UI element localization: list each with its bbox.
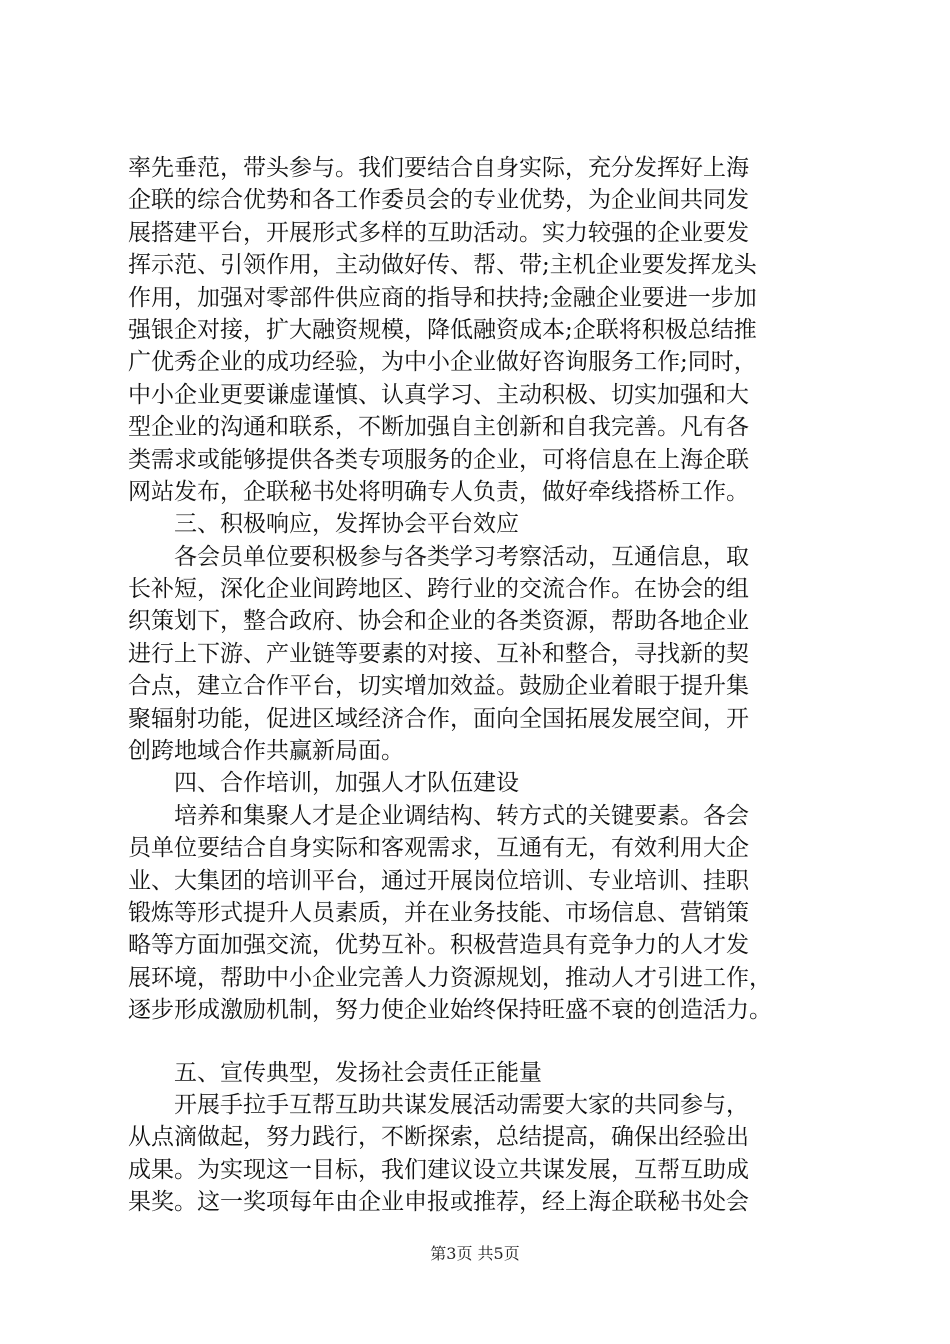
- section-heading: 三、积极响应，发挥协会平台效应: [128, 511, 519, 538]
- text-line: 创跨地域合作共赢新局面。: [128, 738, 404, 765]
- text-line: 业、大集团的培训平台，通过开展岗位培训、专业培训、挂职: [128, 867, 749, 894]
- text-line: 逐步形成激励机制，努力使企业始终保持旺盛不衰的创造活力。: [128, 997, 772, 1024]
- text-line: 锻炼等形式提升人员素质，并在业务技能、市场信息、营销策: [128, 899, 749, 926]
- section-heading: 五、宣传典型，发扬社会责任正能量: [128, 1059, 542, 1086]
- text-line: 网站发布，企联秘书处将明确专人负责，做好牵线搭桥工作。: [128, 478, 749, 505]
- text-line: 作用，加强对零部件供应商的指导和扶持;金融企业要进一步加: [128, 284, 757, 311]
- text-line: 成果。为实现这一目标，我们建议设立共谋发展，互帮互助成: [128, 1156, 749, 1183]
- text-line: 类需求或能够提供各类专项服务的企业，可将信息在上海企联: [128, 446, 749, 473]
- text-line: 进行上下游、产业链等要素的对接、互补和整合，寻找新的契: [128, 640, 749, 667]
- text-line: 织策划下，整合政府、协会和企业的各类资源，帮助各地企业: [128, 608, 749, 635]
- text-line: 略等方面加强交流，优势互补。积极营造具有竞争力的人才发: [128, 932, 749, 959]
- text-line: 展搭建平台，开展形式多样的互助活动。实力较强的企业要发: [128, 219, 749, 246]
- text-line: 长补短，深化企业间跨地区、跨行业的交流合作。在协会的组: [128, 576, 749, 603]
- text-line: 展环境，帮助中小企业完善人力资源规划，推动人才引进工作，: [128, 964, 772, 991]
- text-line: 开展手拉手互帮互助共谋发展活动需要大家的共同参与，: [128, 1091, 749, 1118]
- text-line: 企联的综合优势和各工作委员会的专业优势，为企业间共同发: [128, 187, 749, 214]
- page-number: 第3页 共5页: [430, 1244, 520, 1263]
- document-body: [128, 152, 828, 1219]
- text-line: 挥示范、引领作用，主动做好传、帮、带;主机企业要发挥龙头: [128, 252, 757, 279]
- paragraph-gap: [128, 1027, 828, 1057]
- text-line: 培养和集聚人才是企业调结构、转方式的关键要素。各会: [128, 802, 749, 829]
- text-line: 从点滴做起，努力践行，不断探索，总结提高，确保出经验出: [128, 1124, 749, 1151]
- text-line: 聚辐射功能，促进区域经济合作，面向全国拓展发展空间，开: [128, 705, 749, 732]
- text-line: 率先垂范，带头参与。我们要结合自身实际，充分发挥好上海: [128, 155, 749, 181]
- text-line: 广优秀企业的成功经验，为中小企业做好咨询服务工作;同时，: [128, 349, 757, 376]
- text-line: 员单位要结合自身实际和客观需求，互通有无，有效利用大企: [128, 835, 749, 862]
- section-heading: 四、合作培训，加强人才队伍建设: [128, 770, 519, 797]
- text-line: 果奖。这一奖项每年由企业申报或推荐，经上海企联秘书处会: [128, 1189, 749, 1216]
- text-line: 强银企对接，扩大融资规模，降低融资成本;企联将积极总结推: [128, 316, 757, 343]
- text-line: 合点，建立合作平台，切实增加效益。鼓励企业着眼于提升集: [128, 673, 749, 700]
- text-line: 中小企业更要谦虚谨慎、认真学习、主动积极、切实加强和大: [128, 381, 749, 408]
- text-line: 型企业的沟通和联系，不断加强自主创新和自我完善。凡有各: [128, 414, 749, 441]
- text-line: 各会员单位要积极参与各类学习考察活动，互通信息，取: [128, 543, 749, 570]
